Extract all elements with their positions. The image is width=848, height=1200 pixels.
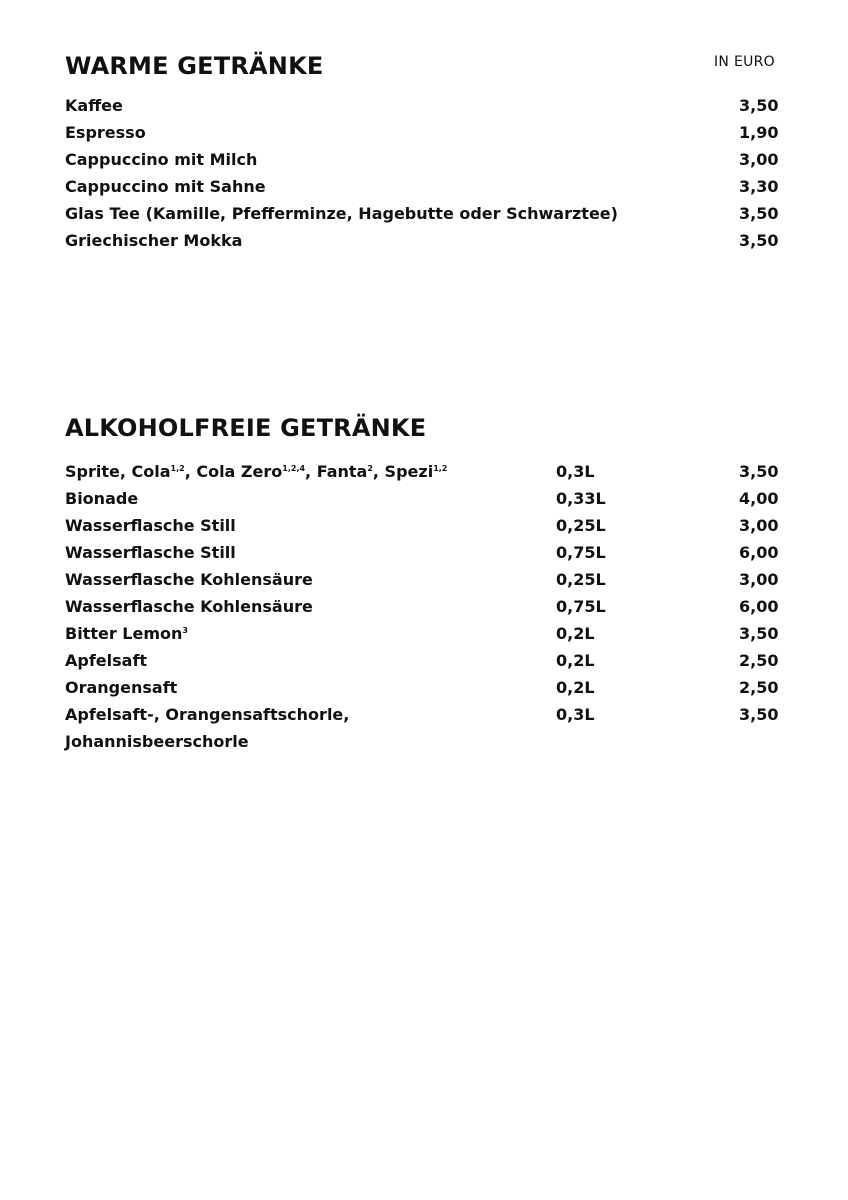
- item-volume: 0,25L: [556, 516, 606, 535]
- item-price: 4,00: [739, 489, 779, 508]
- item-name: Cappuccino mit Sahne: [65, 177, 266, 196]
- menu-item-sodas: [65, 458, 785, 485]
- footnote-marker: 3: [182, 626, 188, 635]
- item-name-part: , Fanta: [305, 462, 368, 481]
- item-volume: 0,75L: [556, 543, 606, 562]
- item-price: 3,50: [739, 624, 779, 643]
- menu-item-bionade: [65, 485, 785, 512]
- item-volume: 0,2L: [556, 651, 595, 670]
- item-name: Glas Tee (Kamille, Pfefferminze, Hagebutte oder Schwarztee): [65, 204, 618, 223]
- item-volume: 0,3L: [556, 462, 595, 481]
- item-volume: 0,25L: [556, 570, 606, 589]
- menu-item-wasser-kohlensaeure-large: [65, 593, 785, 620]
- menu-item-glas-tee: [65, 200, 785, 227]
- item-price: 3,00: [739, 516, 779, 535]
- item-name-line: Apfelsaft-, Orangensaftschorle,: [65, 705, 350, 724]
- item-name: Griechischer Mokka: [65, 231, 243, 250]
- item-name: [65, 458, 447, 485]
- item-name-part: Sprite, Cola: [65, 462, 171, 481]
- item-name: [65, 701, 349, 755]
- footnote-marker: 2: [367, 464, 373, 473]
- footnote-marker: 1,2,4: [282, 464, 306, 473]
- menu-item-orangensaft: [65, 674, 785, 701]
- item-volume: 0,2L: [556, 678, 595, 697]
- item-name: Orangensaft: [65, 678, 178, 697]
- item-volume: 0,3L: [556, 705, 595, 724]
- menu-item-bitter-lemon: [65, 620, 785, 647]
- item-price: 1,90: [739, 123, 779, 142]
- item-name: Cappuccino mit Milch: [65, 150, 258, 169]
- item-name: [65, 620, 188, 647]
- item-price: 6,00: [739, 597, 779, 616]
- item-name: Wasserflasche Still: [65, 543, 236, 562]
- soft-drinks-title: ALKOHOLFREIE GETRÄNKE: [65, 414, 427, 442]
- menu-item-apfelsaft: [65, 647, 785, 674]
- item-price: 2,50: [739, 651, 779, 670]
- item-name: Wasserflasche Still: [65, 516, 236, 535]
- item-price: 6,00: [739, 543, 779, 562]
- item-name-line: Johannisbeerschorle: [65, 732, 249, 751]
- warm-drinks-title: WARME GETRÄNKE: [65, 52, 324, 80]
- item-name-part: , Cola Zero: [184, 462, 283, 481]
- item-name: Wasserflasche Kohlensäure: [65, 597, 313, 616]
- item-price: 3,50: [739, 462, 779, 481]
- soft-drinks-list: [65, 458, 785, 755]
- item-price: 3,00: [739, 150, 779, 169]
- menu-item-cappuccino-sahne: [65, 173, 785, 200]
- footnote-marker: 1,2: [433, 464, 448, 473]
- menu-item-wasser-kohlensaeure-small: [65, 566, 785, 593]
- menu-item-schorle: [65, 701, 785, 755]
- item-name-text: Bitter Lemon: [65, 624, 183, 643]
- menu-item-wasser-still-large: [65, 539, 785, 566]
- menu-item-espresso: [65, 119, 785, 146]
- item-name: Bionade: [65, 489, 139, 508]
- item-volume: 0,2L: [556, 624, 595, 643]
- item-price: 2,50: [739, 678, 779, 697]
- item-volume: 0,75L: [556, 597, 606, 616]
- item-price: 3,50: [739, 204, 779, 223]
- item-price: 3,50: [739, 96, 779, 115]
- item-price: 3,30: [739, 177, 779, 196]
- item-price: 3,50: [739, 231, 779, 250]
- item-name: Kaffee: [65, 96, 123, 115]
- menu-item-cappuccino-milch: [65, 146, 785, 173]
- item-volume: 0,33L: [556, 489, 606, 508]
- item-price: 3,00: [739, 570, 779, 589]
- menu-item-mokka: [65, 227, 785, 254]
- item-name-part: , Spezi: [372, 462, 434, 481]
- warm-drinks-list: [65, 92, 785, 254]
- menu-item-kaffee: [65, 92, 785, 119]
- item-price: 3,50: [739, 705, 779, 724]
- currency-label: IN EURO: [714, 54, 775, 70]
- item-name: Wasserflasche Kohlensäure: [65, 570, 313, 589]
- menu-item-wasser-still-small: [65, 512, 785, 539]
- item-name: Apfelsaft: [65, 651, 148, 670]
- footnote-marker: 1,2: [170, 464, 185, 473]
- item-name: Espresso: [65, 123, 146, 142]
